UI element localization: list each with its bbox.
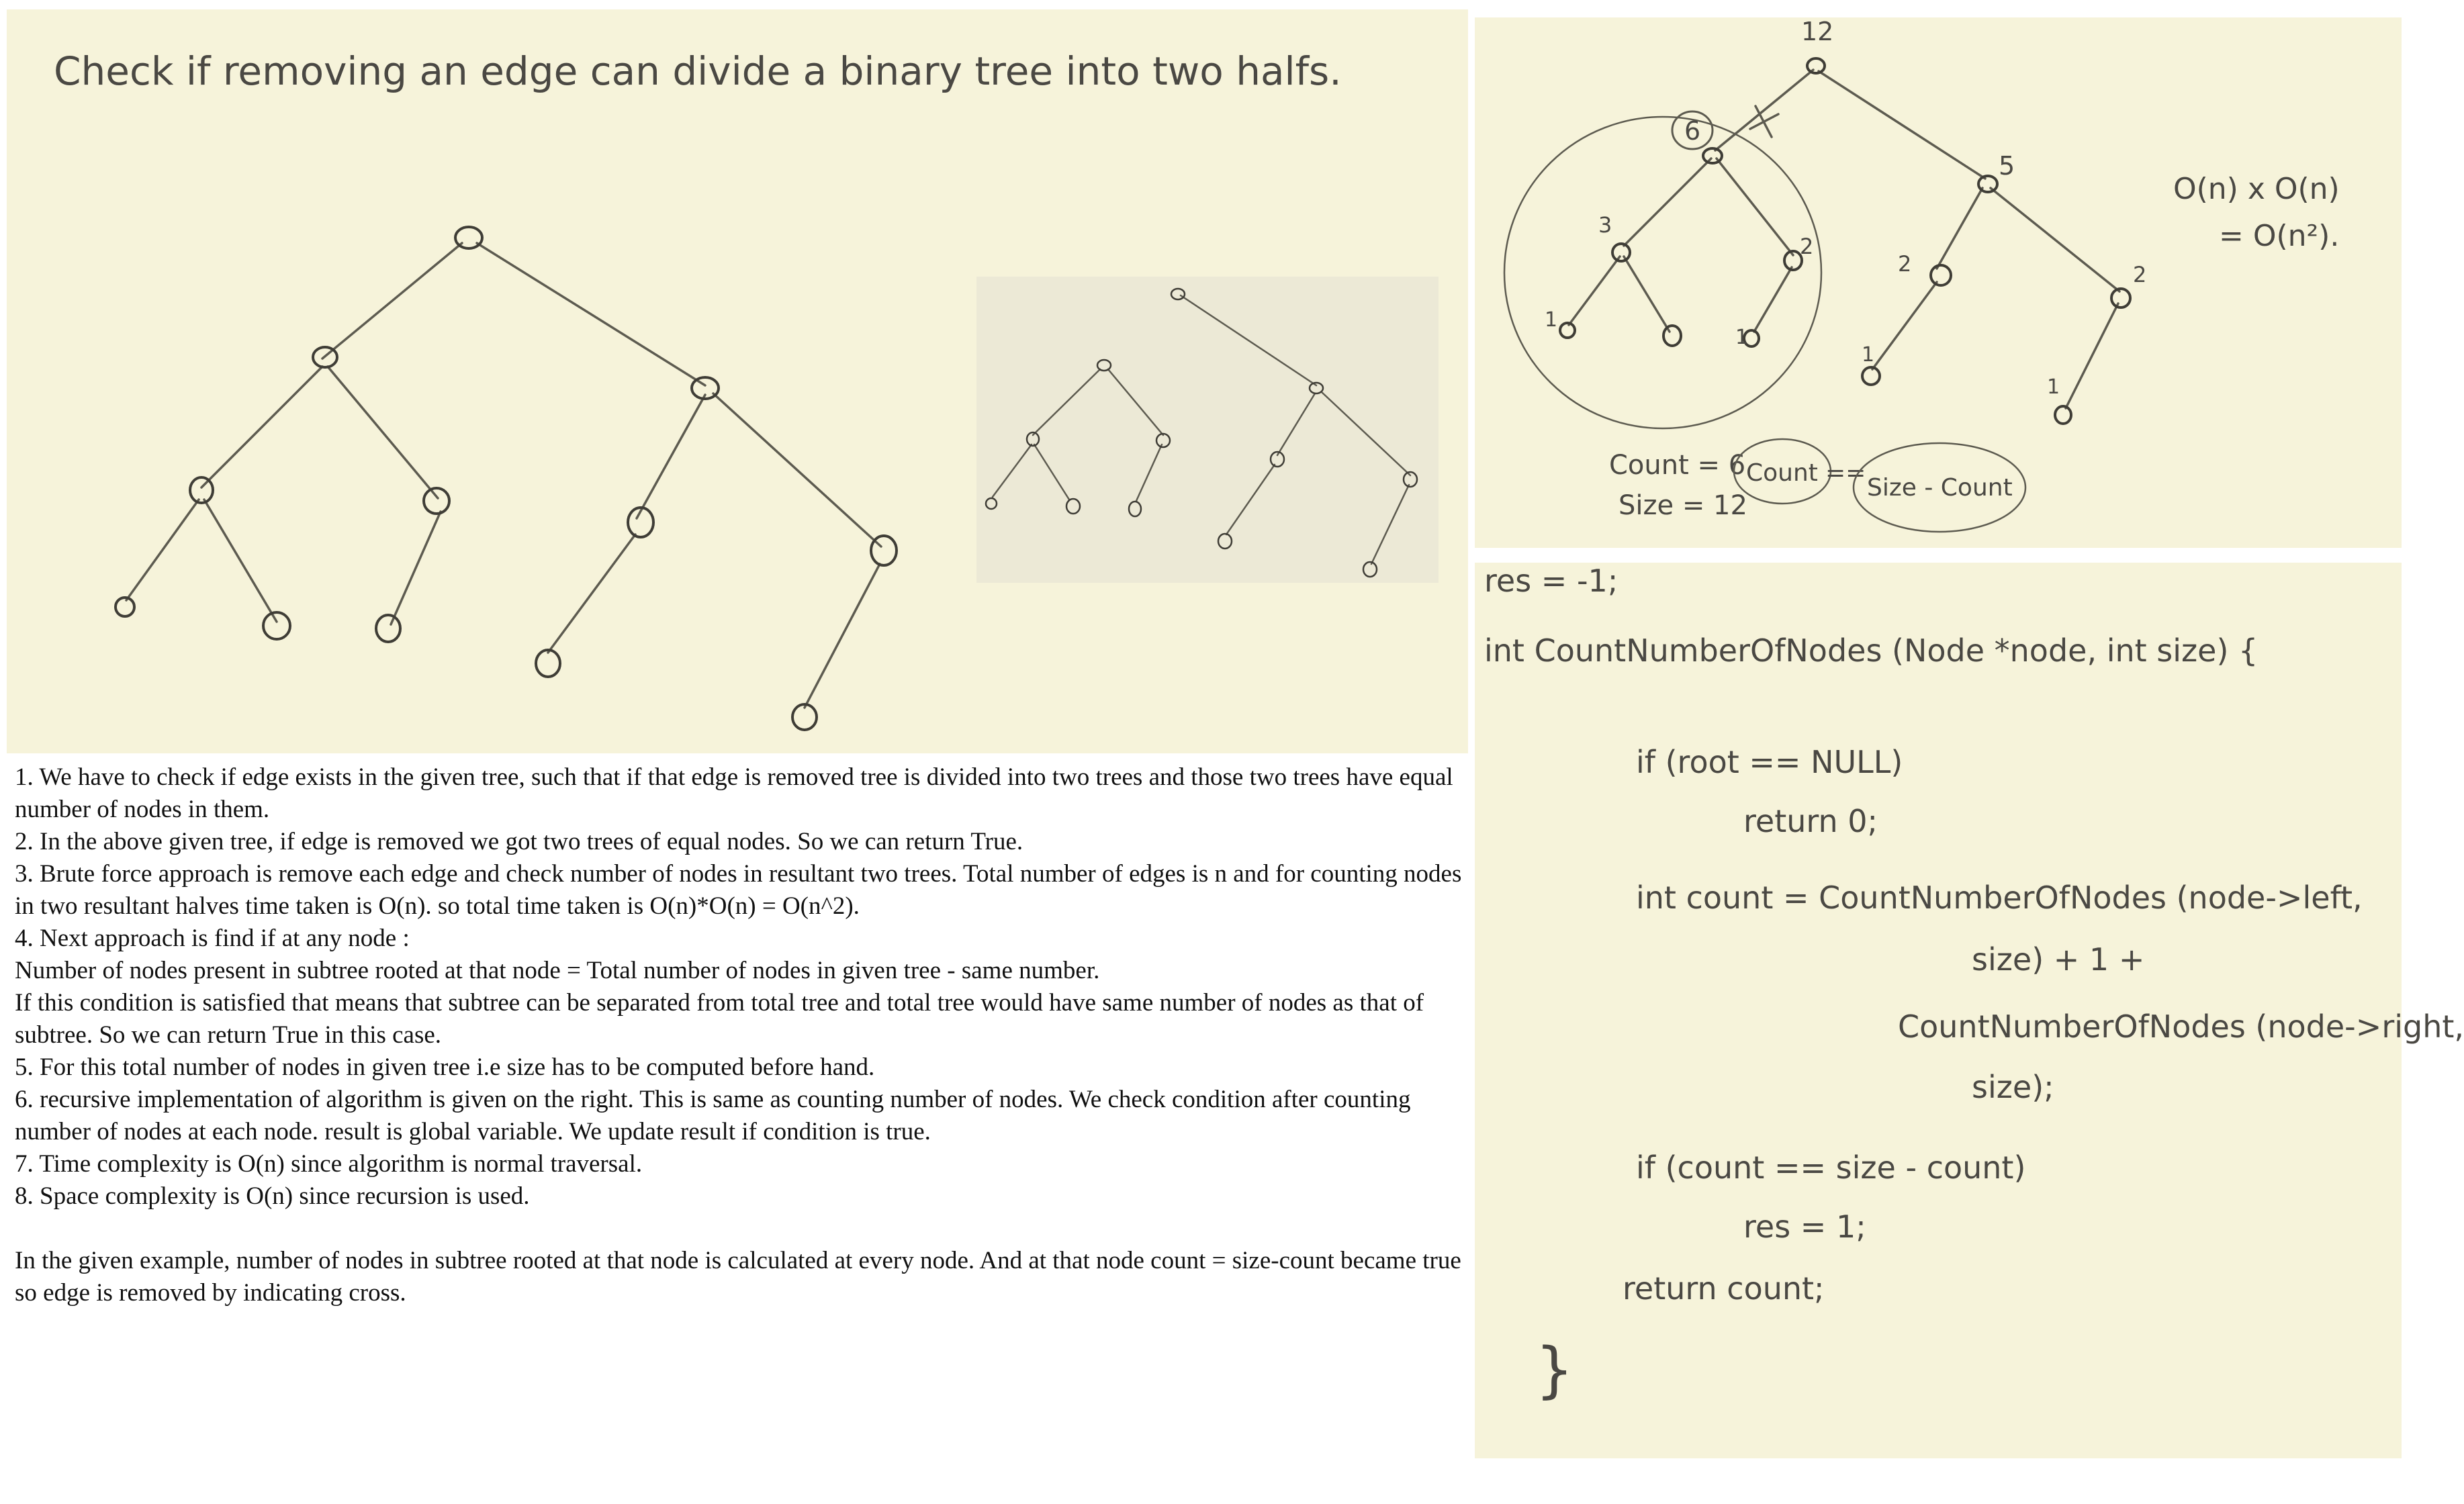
note-item: Number of nodes present in subtree rooted at that node = Total number of nodes in given tree - same number. (15, 957, 1100, 984)
code-line: res = -1; (1484, 563, 1618, 599)
count-note: Count = 6 (1609, 450, 1746, 481)
node-label: 3 (1598, 212, 1612, 238)
tree-drawing-left (7, 9, 1468, 753)
note-item: 4. Next approach is find if at any node : (15, 925, 410, 952)
note-item: 6. recursive implementation of algorithm is given on the right. This is same as counting number of nodes. We check condition after counting number of nodes at each node. result is global variable. We update result if condition is true. (15, 1086, 1411, 1145)
code-line: CountNumberOfNodes (node->right, (1898, 1008, 2464, 1045)
node-label: 2 (1898, 251, 1912, 277)
code-whiteboard (1475, 563, 2464, 1458)
note-item: 8. Space complexity is O(n) since recursion is used. (15, 1182, 530, 1210)
note-item: If this condition is satisfied that means that subtree can be separated from total tree and total tree would have same number of nodes as that of subtree. So we can return True in this case. (15, 989, 1424, 1049)
tree-photo-inset (976, 277, 1439, 583)
explanation-notes (15, 761, 1465, 1309)
code-line: return count; (1623, 1270, 1825, 1307)
code-line: if (root == NULL) (1636, 744, 1903, 780)
note-item: 7. Time complexity is O(n) since algorithm is normal traversal. (15, 1150, 643, 1178)
node-label: 1 (1545, 308, 1558, 332)
note-item: 2. In the above given tree, if edge is removed we got two trees of equal nodes. So we can return True. (15, 828, 1023, 855)
root-count-label: 12 (1801, 17, 1834, 46)
complexity-result: = O(n²). (2219, 219, 2340, 253)
complexity-note: O(n) x O(n) (2173, 172, 2340, 206)
condition-right: Size - Count (1867, 474, 2013, 502)
node-label: 2 (1800, 234, 1814, 259)
code-line: int CountNumberOfNodes (Node *node, int size) { (1484, 632, 2258, 669)
node-label: 2 (2133, 262, 2147, 287)
board-title: Check if removing an edge can divide a binary tree into two halfs. (54, 48, 1342, 94)
whiteboard-left (7, 9, 1468, 753)
condition-left: Count (1746, 459, 1818, 487)
size-note: Size = 12 (1618, 490, 1747, 521)
tree-drawing-annotated (1475, 17, 2402, 548)
subtree-count-label: 6 (1684, 116, 1701, 146)
note-item: 3. Brute force approach is remove each edge and check number of nodes in resultant two trees. Total number of edges is n and for counting nodes in two resultant halves time taken is O(n). so total time taken is O(n)*O(n) = O(n^2). (15, 860, 1462, 920)
subtree-circle (1504, 117, 1821, 428)
binary-tree-large (116, 227, 897, 730)
right-count-label: 5 (1999, 151, 2015, 181)
node-label: 1 (1862, 343, 1875, 367)
node-label: 1 (2047, 375, 2060, 399)
code-line: int count = CountNumberOfNodes (node->left, (1636, 880, 2363, 916)
code-line: if (count == size - count) (1636, 1149, 2026, 1186)
code-line: } (1535, 1335, 1574, 1405)
node-label: 1 (1735, 326, 1749, 349)
code-line: size) + 1 + (1972, 941, 2145, 978)
code-line: size); (1972, 1069, 2054, 1105)
condition-operator: == (1825, 459, 1866, 487)
example-note: In the given example, number of nodes in subtree rooted at that node is calculated at every node. And at that node count = size-count became true so edge is removed by indicating cross. (15, 1247, 1461, 1307)
note-item: 1. We have to check if edge exists in the given tree, such that if that edge is removed tree is divided into two trees and those two trees have equal number of nodes in them. (15, 763, 1453, 823)
code-line: return 0; (1743, 803, 1878, 839)
whiteboard-right (1475, 17, 2402, 548)
note-item: 5. For this total number of nodes in given tree i.e size has to be computed before hand. (15, 1053, 875, 1081)
code-line: res = 1; (1743, 1209, 1866, 1245)
